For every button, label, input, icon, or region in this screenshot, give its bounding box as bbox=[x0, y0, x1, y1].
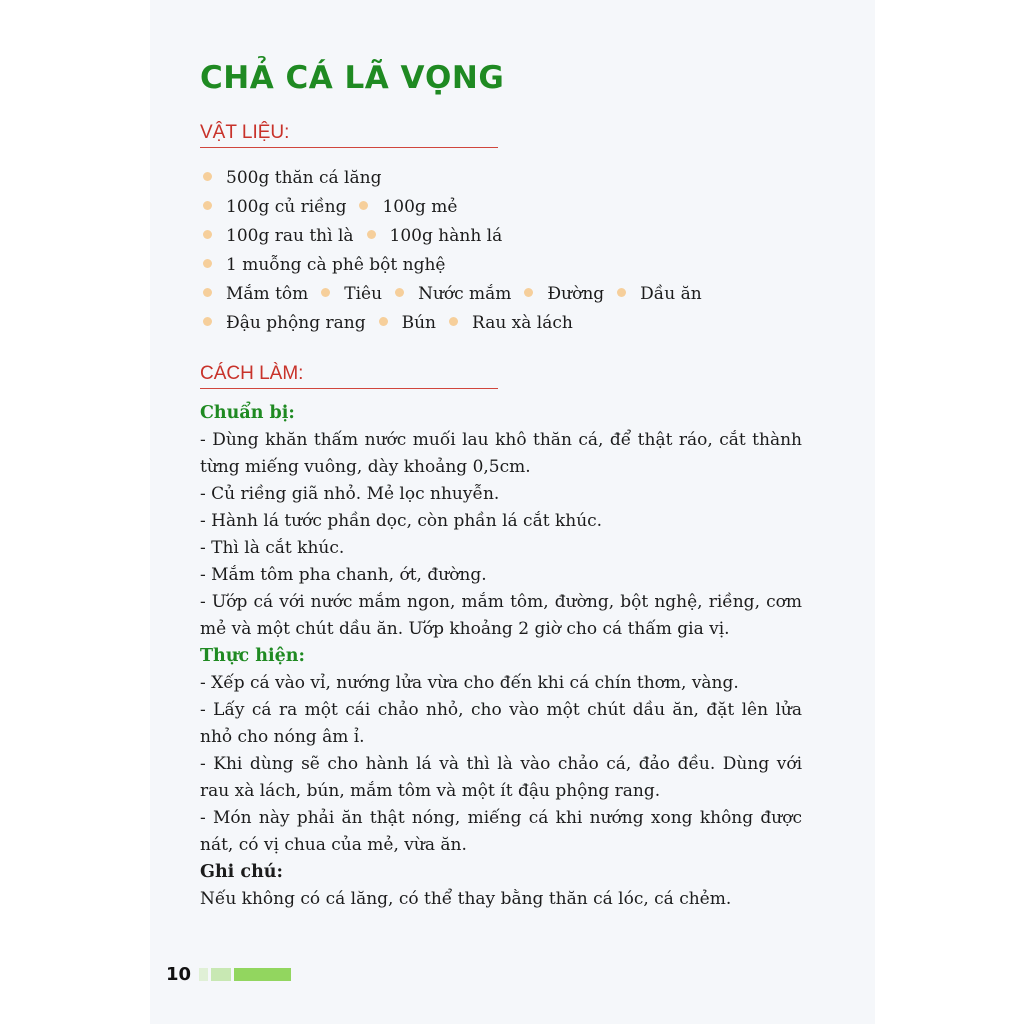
ingredient-item bbox=[356, 193, 457, 222]
ingredient-label: 100g củ riềng bbox=[226, 197, 347, 217]
bullet-icon bbox=[321, 288, 330, 297]
ingredient-label: 1 muỗng cà phê bột nghệ bbox=[226, 255, 446, 275]
ingredient-item bbox=[614, 280, 701, 309]
bullet-icon bbox=[367, 230, 376, 239]
page-footer bbox=[166, 962, 294, 986]
ingredient-label: 100g rau thì là bbox=[226, 226, 354, 246]
ingredient-item bbox=[364, 222, 503, 251]
bullet-icon bbox=[449, 317, 458, 326]
ingredient-row bbox=[200, 222, 800, 251]
ingredient-row bbox=[200, 251, 800, 280]
method-body bbox=[200, 400, 802, 913]
ingredient-label: 100g hành lá bbox=[389, 226, 503, 246]
ingredient-item bbox=[521, 280, 604, 309]
cook-heading: Thực hiện: bbox=[200, 646, 305, 666]
ingredient-item bbox=[318, 280, 382, 309]
ingredient-label: 500g thăn cá lăng bbox=[226, 168, 382, 188]
prep-step: - Củ riềng giã nhỏ. Mẻ lọc nhuyễn. bbox=[200, 484, 500, 504]
ingredient-row bbox=[200, 280, 800, 309]
footer-decor-bar bbox=[234, 968, 291, 981]
ingredient-label: Nước mắm bbox=[418, 284, 512, 304]
note-heading: Ghi chú: bbox=[200, 862, 283, 882]
bullet-icon bbox=[203, 201, 212, 210]
ingredient-item bbox=[376, 309, 436, 338]
bullet-icon bbox=[379, 317, 388, 326]
ingredient-label: Rau xà lách bbox=[472, 313, 573, 333]
footer-decor-bar bbox=[211, 968, 231, 981]
ingredient-label: Tiêu bbox=[344, 284, 383, 304]
ingredients-heading: VẬT LIỆU: bbox=[200, 121, 498, 148]
ingredient-item bbox=[200, 280, 308, 309]
bullet-icon bbox=[359, 201, 368, 210]
recipe-title: CHẢ CÁ LÃ VỌNG bbox=[200, 60, 505, 96]
prep-heading: Chuẩn bị: bbox=[200, 403, 295, 423]
prep-step: - Ướp cá với nước mắm ngon, mắm tôm, đường, bột nghệ, riềng, cơm mẻ và một chút dầu ăn. Ướp khoảng 2 giờ cho cá thấm gia vị. bbox=[200, 592, 802, 639]
method-heading: CÁCH LÀM: bbox=[200, 362, 498, 389]
ingredient-item bbox=[200, 309, 366, 338]
prep-step: - Hành lá tước phần dọc, còn phần lá cắt khúc. bbox=[200, 511, 603, 531]
ingredients-list bbox=[200, 164, 800, 338]
ingredient-label: Mắm tôm bbox=[226, 284, 309, 304]
ingredient-row bbox=[200, 309, 800, 338]
ingredient-label: Bún bbox=[401, 313, 436, 333]
ingredient-item bbox=[392, 280, 511, 309]
ingredient-item bbox=[446, 309, 573, 338]
ingredient-item bbox=[200, 251, 445, 280]
ingredient-row bbox=[200, 193, 800, 222]
bullet-icon bbox=[617, 288, 626, 297]
ingredient-item bbox=[200, 222, 354, 251]
bullet-icon bbox=[203, 288, 212, 297]
ingredient-label: Đường bbox=[547, 284, 605, 304]
ingredient-item bbox=[200, 164, 381, 193]
bullet-icon bbox=[203, 317, 212, 326]
ingredient-row bbox=[200, 164, 800, 193]
footer-decor-bar bbox=[199, 968, 208, 981]
ingredient-label: Dầu ăn bbox=[640, 284, 702, 304]
cook-step: - Lấy cá ra một cái chảo nhỏ, cho vào một chút dầu ăn, đặt lên lửa nhỏ cho nóng âm ỉ. bbox=[200, 700, 802, 747]
ingredient-item bbox=[200, 193, 346, 222]
prep-step: - Thì là cắt khúc. bbox=[200, 538, 345, 558]
ingredient-label: Đậu phộng rang bbox=[226, 313, 366, 333]
prep-step: - Dùng khăn thấm nước muối lau khô thăn cá, để thật ráo, cắt thành từng miếng vuông, dày khoảng 0,5cm. bbox=[200, 430, 802, 477]
bullet-icon bbox=[524, 288, 533, 297]
page-number: 10 bbox=[166, 963, 192, 985]
ingredient-label: 100g mẻ bbox=[382, 197, 458, 217]
bullet-icon bbox=[203, 230, 212, 239]
cook-step: - Xếp cá vào vỉ, nướng lửa vừa cho đến khi cá chín thơm, vàng. bbox=[200, 673, 739, 693]
cook-step: - Món này phải ăn thật nóng, miếng cá khi nướng xong không được nát, có vị chua của mẻ, vừa ăn. bbox=[200, 808, 802, 855]
bullet-icon bbox=[395, 288, 404, 297]
note-text: Nếu không có cá lăng, có thể thay bằng thăn cá lóc, cá chẻm. bbox=[200, 889, 732, 909]
bullet-icon bbox=[203, 259, 212, 268]
bullet-icon bbox=[203, 172, 212, 181]
cook-step: - Khi dùng sẽ cho hành lá và thì là vào chảo cá, đảo đều. Dùng với rau xà lách, bún, mắm tôm và một ít đậu phộng rang. bbox=[200, 754, 802, 801]
prep-step: - Mắm tôm pha chanh, ớt, đường. bbox=[200, 565, 487, 585]
